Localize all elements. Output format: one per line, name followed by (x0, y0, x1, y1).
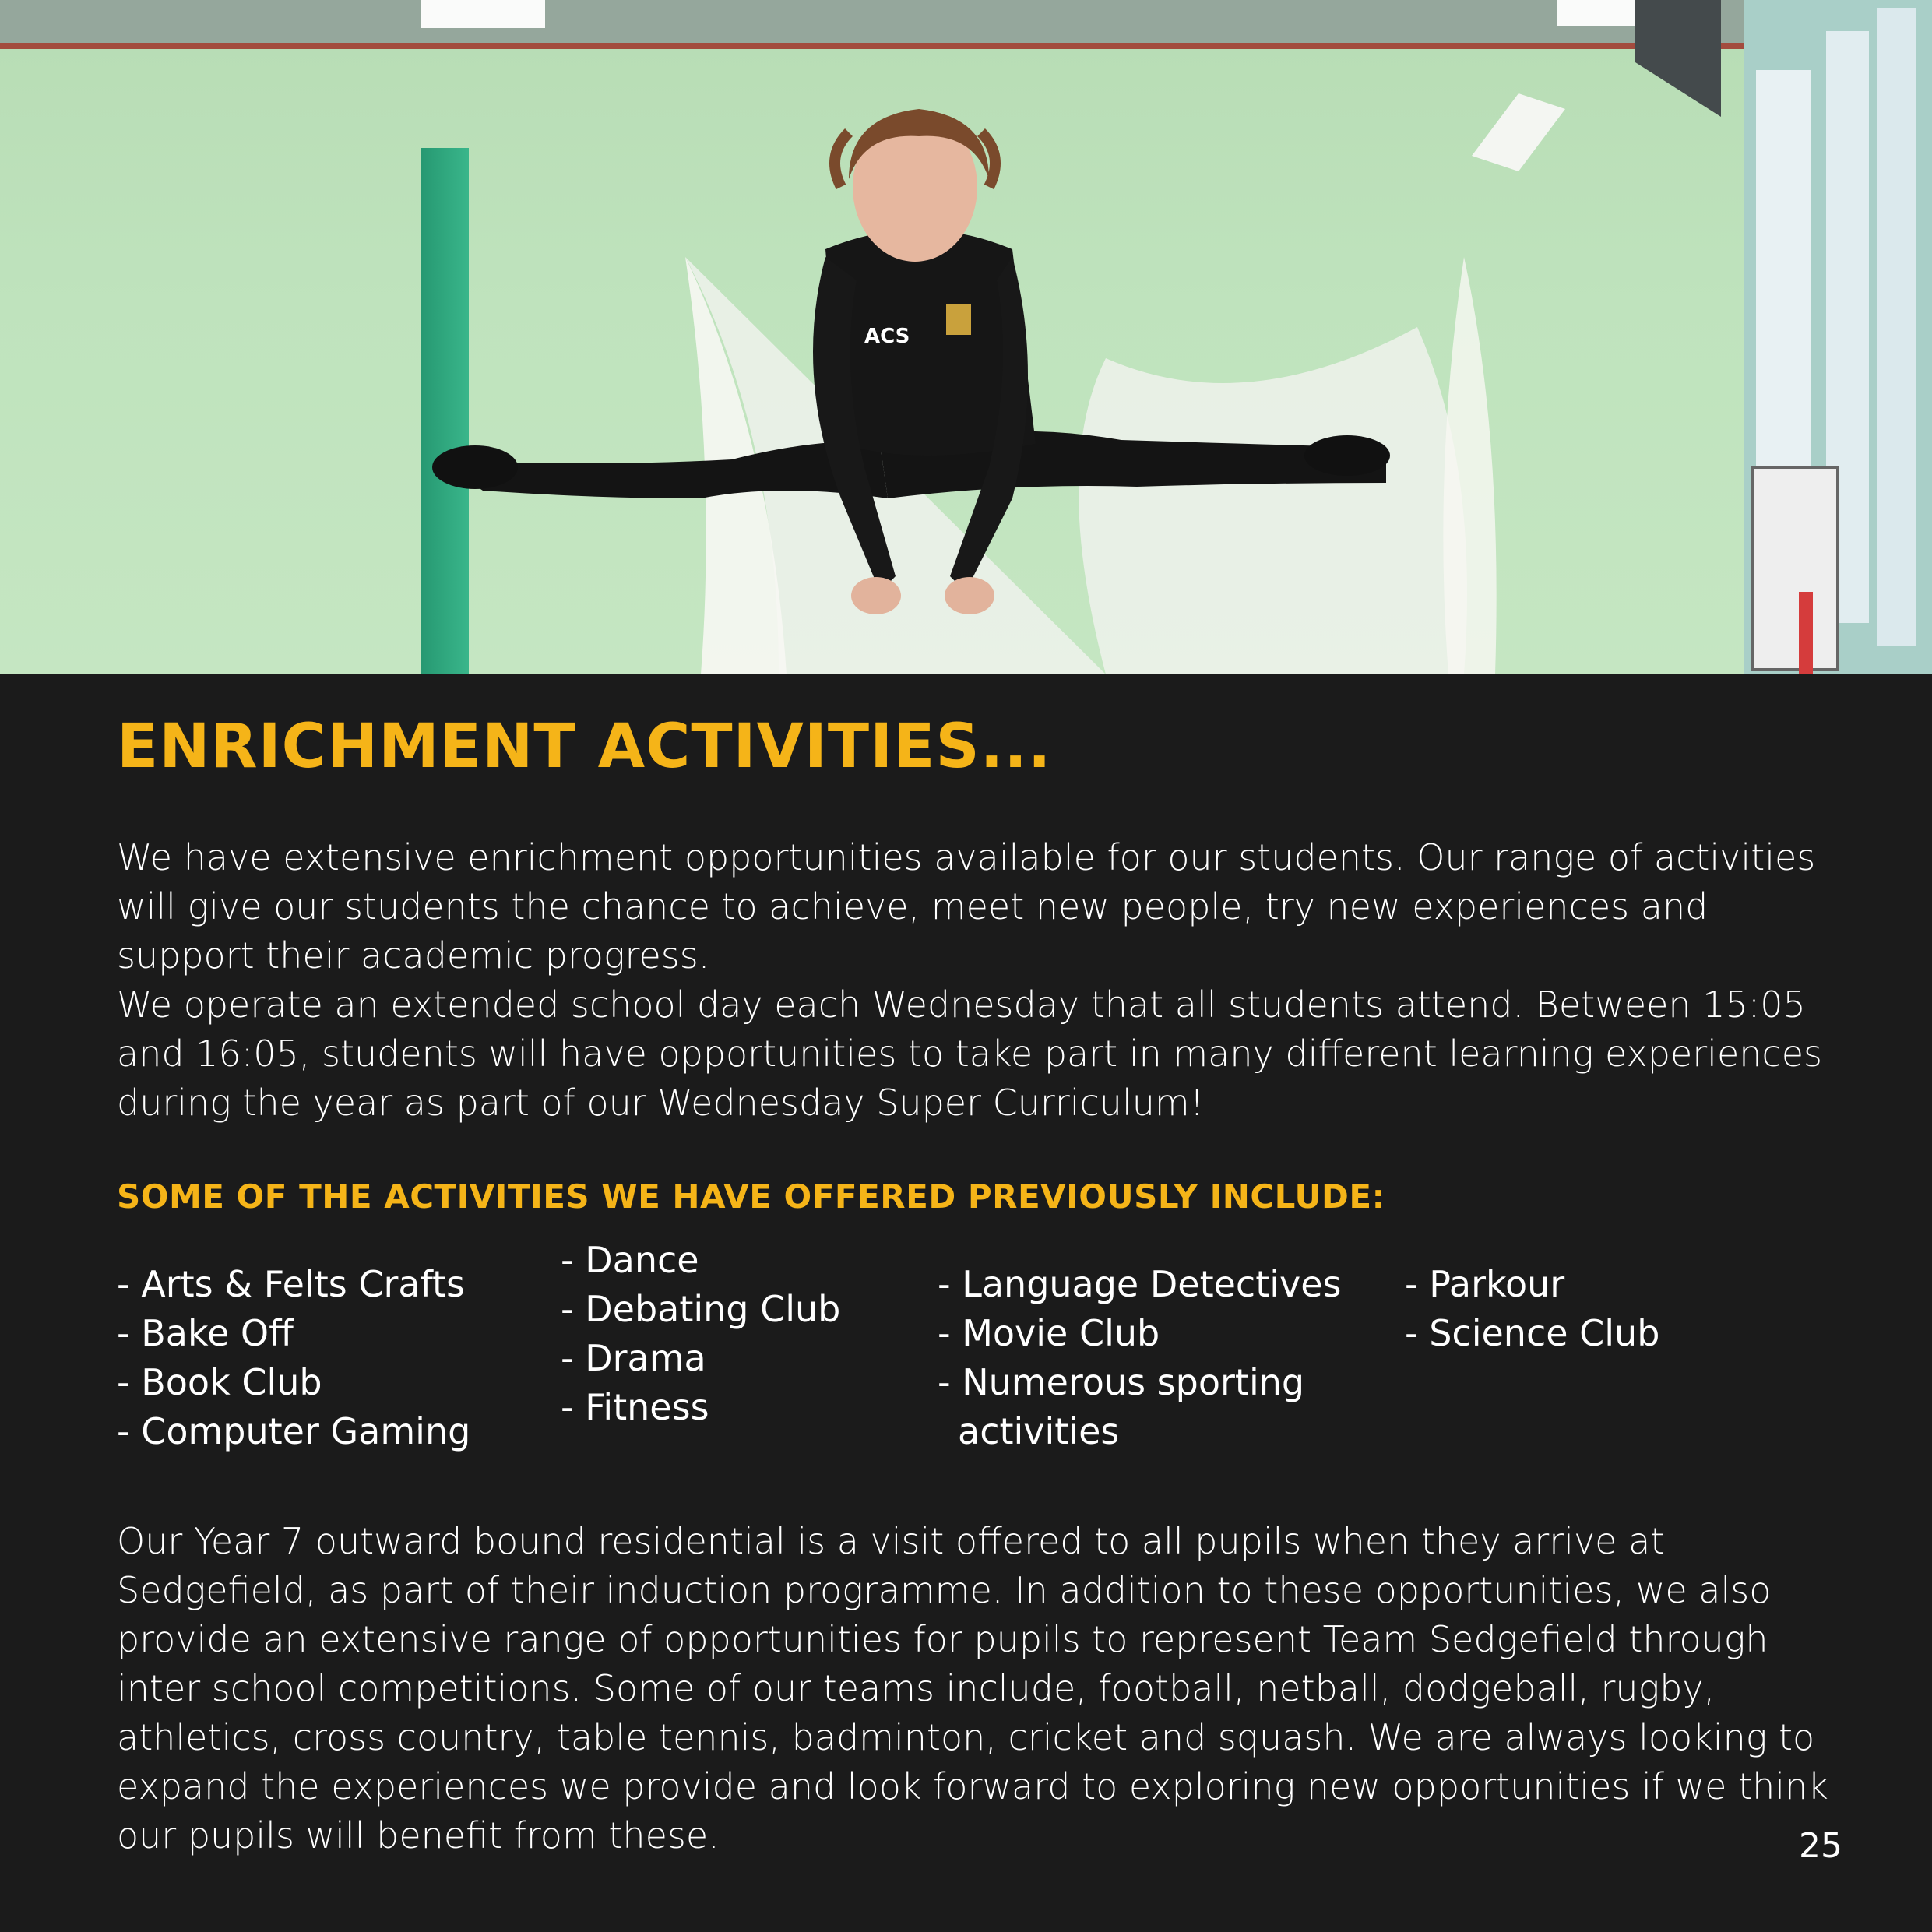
hero-photo (0, 0, 1932, 674)
shirt-logo-text: ACS (864, 325, 910, 348)
activity-item: - Movie Club (938, 1312, 1160, 1354)
activity-item: - Book Club (117, 1361, 322, 1403)
page-number: 25 (1799, 1826, 1842, 1866)
activities-column-2 (561, 1236, 840, 1432)
activity-item: - Bake Off (117, 1312, 294, 1354)
intro-paragraph (117, 833, 1830, 1128)
activities-column-3 (938, 1260, 1342, 1456)
activity-item-continued: activities (958, 1410, 1120, 1452)
wednesday-text: We operate an extended school day each Wednesday that all students attend. Between 15:05 and 16:05, students will have opportunities to take part in many different learning experiences during the year as part of our Wednesday Super Curriculum! (117, 984, 1822, 1124)
activity-item: - Debating Club (561, 1288, 841, 1330)
closing-paragraph: Our Year 7 outward bound residential is a visit offered to all pupils when they arrive at Sedgefield, as part of their induction programme. In addition to these opportunities, we also provide an extensive range of opportunities for pupils to represent Team Sedgefield through inter school competitions. Some of our teams include, football, netball, dodgeball, rugby, athletics, cross country, table tennis, badminton, cricket and squash. We are always looking to expand the experiences we provide and look forward to exploring new opportunities if we think our pupils will benefit from these. (117, 1520, 1828, 1856)
intro-text: We have extensive enrichment opportunities available for our students. Our range of activities will give our students the chance to achieve, meet new people, try new experiences and support their academic progress. (117, 836, 1816, 977)
activity-item: - Language Detectives (938, 1263, 1342, 1305)
gymnast-photo-illustration (0, 0, 1932, 674)
activity-item: - Parkour (1405, 1263, 1565, 1305)
activity-item: - Numerous sporting (938, 1361, 1305, 1403)
activity-item: - Drama (561, 1337, 706, 1379)
activity-item: - Fitness (561, 1386, 709, 1428)
activity-item: - Dance (561, 1239, 699, 1281)
activities-heading: SOME OF THE ACTIVITIES WE HAVE OFFERED PREVIOUSLY INCLUDE: (117, 1177, 1385, 1216)
activities-column-1 (117, 1260, 470, 1456)
activities-column-4 (1405, 1260, 1659, 1358)
page-title: ENRICHMENT ACTIVITIES... (117, 712, 1052, 782)
activity-item: - Arts & Felts Crafts (117, 1263, 465, 1305)
activity-item: - Computer Gaming (117, 1410, 471, 1452)
activity-item: - Science Club (1405, 1312, 1660, 1354)
